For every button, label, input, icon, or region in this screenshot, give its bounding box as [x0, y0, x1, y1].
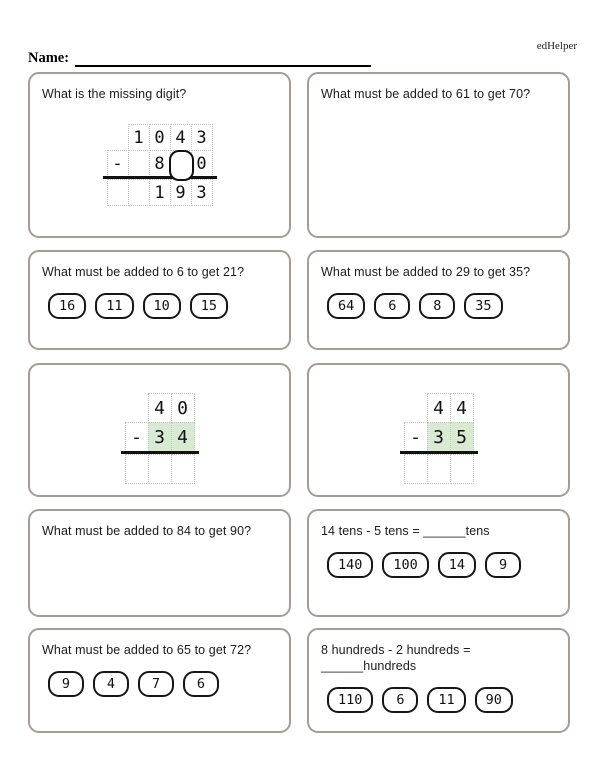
problem-card-tens: [307, 509, 570, 617]
digit-cell-highlighted: 5: [450, 422, 474, 452]
subtraction-line: [121, 451, 199, 454]
answer-cell[interactable]: [125, 454, 149, 484]
result-row: [125, 454, 195, 484]
problem-card-add-6: [28, 250, 291, 350]
digit-cell: [128, 179, 150, 206]
answer-choice[interactable]: 140: [327, 552, 373, 578]
name-input-line[interactable]: [75, 51, 371, 67]
answer-choice[interactable]: 14: [438, 552, 476, 578]
answer-choice[interactable]: 6: [374, 293, 410, 319]
digit-cell: [107, 179, 129, 206]
digit-cell: 0: [191, 150, 213, 177]
problem-row-1: [28, 72, 572, 238]
answer-choices: [327, 293, 556, 319]
answer-choice[interactable]: 6: [382, 687, 418, 713]
problem-card-add-84: [28, 509, 291, 617]
question-text: What must be added to 84 to get 90?: [42, 524, 252, 538]
question-text: What must be added to 29 to get 35?: [321, 265, 531, 279]
problem-row-4: [28, 509, 572, 617]
question-text: What must be added to 6 to get 21?: [42, 265, 245, 279]
question-text: What must be added to 61 to get 70?: [321, 87, 531, 101]
missing-digit-slot[interactable]: [169, 150, 194, 181]
subtraction-grid: [404, 393, 474, 484]
answer-choice[interactable]: 16: [48, 293, 86, 319]
question-text: 8 hundreds - 2 hundreds = ______hundreds: [321, 643, 471, 673]
minuend-row: [125, 393, 195, 423]
answer-choice[interactable]: 6: [183, 671, 219, 697]
answer-choices: [48, 671, 277, 697]
minuend-row: [107, 124, 213, 151]
question-text: What is the missing digit?: [42, 87, 187, 101]
answer-choice[interactable]: 9: [48, 671, 84, 697]
name-row: [28, 50, 371, 67]
digit-cell: [170, 150, 192, 177]
question-text: 14 tens - 5 tens = ______tens: [321, 524, 490, 538]
grid-spacer: [107, 124, 129, 151]
problem-card-sub-40: [28, 363, 291, 497]
digit-cell: 9: [170, 179, 192, 206]
digit-cell-highlighted: 4: [171, 422, 195, 452]
digit-cell: 4: [148, 393, 172, 423]
answer-choice[interactable]: 7: [138, 671, 174, 697]
subtrahend-row: [404, 422, 474, 452]
answer-cell[interactable]: [171, 454, 195, 484]
answer-choice[interactable]: 64: [327, 293, 365, 319]
answer-choices: [48, 293, 277, 319]
problem-card-missing-digit: [28, 72, 291, 238]
digit-cell-highlighted: 3: [427, 422, 451, 452]
answer-choice[interactable]: 9: [485, 552, 521, 578]
minus-sign: -: [404, 422, 428, 452]
answer-cell[interactable]: [427, 454, 451, 484]
answer-choice[interactable]: 10: [143, 293, 181, 319]
subtraction-grid: [125, 393, 195, 484]
problems-grid: [28, 72, 572, 733]
answer-choices: [327, 687, 556, 713]
problem-card-sub-44: [307, 363, 570, 497]
digit-cell: 1: [149, 179, 171, 206]
answer-choice[interactable]: 11: [95, 293, 133, 319]
problem-row-5: [28, 628, 572, 733]
answer-cell[interactable]: [450, 454, 474, 484]
problem-row-3: [28, 363, 572, 497]
digit-cell: 3: [191, 179, 213, 206]
digit-cell: 8: [149, 150, 171, 177]
answer-cell[interactable]: [404, 454, 428, 484]
answer-choice[interactable]: 110: [327, 687, 373, 713]
minus-sign: -: [125, 422, 149, 452]
digit-cell: 3: [191, 124, 213, 151]
digit-cell: 4: [170, 124, 192, 151]
digit-cell-highlighted: 3: [148, 422, 172, 452]
digit-cell: 4: [427, 393, 451, 423]
problem-row-2: [28, 250, 572, 350]
name-label: Name:: [28, 50, 70, 66]
digit-cell: 1: [128, 124, 150, 151]
subtrahend-row: [125, 422, 195, 452]
subtraction-line: [103, 176, 217, 179]
brand-logo-text: edHelper: [536, 40, 577, 52]
digit-cell: 4: [450, 393, 474, 423]
answer-choice[interactable]: 100: [382, 552, 428, 578]
problem-card-add-61: [307, 72, 570, 238]
grid-spacer: [404, 393, 428, 423]
subtraction-line: [400, 451, 478, 454]
digit-cell: 0: [149, 124, 171, 151]
answer-choice[interactable]: 8: [419, 293, 455, 319]
subtrahend-row: [107, 150, 213, 177]
problem-card-hundreds: [307, 628, 570, 733]
subtraction-grid: [107, 124, 213, 206]
digit-cell: 0: [171, 393, 195, 423]
question-text: What must be added to 65 to get 72?: [42, 643, 252, 657]
answer-choice[interactable]: 35: [464, 293, 502, 319]
answer-choice[interactable]: 15: [190, 293, 228, 319]
result-row: [107, 179, 213, 206]
minuend-row: [404, 393, 474, 423]
answer-choice[interactable]: 90: [475, 687, 513, 713]
minus-sign: -: [107, 150, 129, 177]
grid-spacer: [125, 393, 149, 423]
problem-card-add-29: [307, 250, 570, 350]
result-row: [404, 454, 474, 484]
problem-card-add-65: [28, 628, 291, 733]
answer-choice[interactable]: 11: [427, 687, 465, 713]
answer-choices: [327, 552, 556, 578]
answer-cell[interactable]: [148, 454, 172, 484]
answer-choice[interactable]: 4: [93, 671, 129, 697]
digit-cell: [128, 150, 150, 177]
